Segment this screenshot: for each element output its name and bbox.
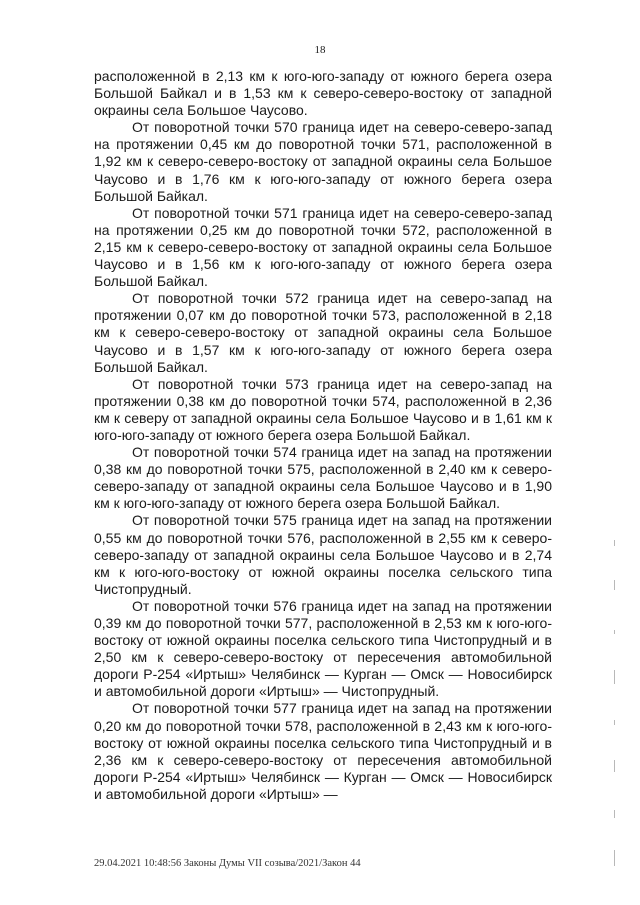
paragraph-2: От поворотной точки 570 граница идет на северо-северо-запад на протяжении 0,45 км до поворотной точки 571, расположенной в 1,92 км к северо-северо-востоку от западной окраины села Большое Чаусово и в 1,76 км к юго-юго-западу от южного берега озера Большой Байкал. (94, 119, 552, 204)
paragraph-6: От поворотной точки 574 граница идет на запад на протяжении 0,38 км до поворотной точки 575, расположенной в 2,40 км к северо-северо-западу от западной окраины села Большое Чаусово и в 1,90 км к юго-юго-западу от южного берега озера Большой Байкал. (94, 444, 552, 512)
margin-scan-marks (611, 520, 619, 900)
document-body (94, 68, 552, 803)
paragraph-3: От поворотной точки 571 граница идет на северо-северо-запад на протяжении 0,25 км до поворотной точки 572, расположенной в 2,15 км к северо-северо-востоку от западной окраины села Большое Чаусово и в 1,56 км к юго-юго-западу от южного берега озера Большой Байкал. (94, 204, 552, 290)
paragraph-4: От поворотной точки 572 граница идет на северо-запад на протяжении 0,07 км до поворотной точки 573, расположенной в 2,18 км к северо-северо-востоку от западной окраины села Большое Чаусово и в 1,57 км к юго-юго-западу от южного берега озера Большой Байкал. (94, 290, 552, 375)
paragraph-8: От поворотной точки 576 граница идет на запад на протяжении 0,39 км до поворотной точки 577, расположенной в 2,53 км к юго-юго-востоку от южной окраины поселка сельского типа Чистопрудный и в 2,50 км к северо-северо-востоку от пересечения автомобильной дороги Р-254 «Иртыш» Челябинск — Курган — Омск — Новосибирск и автомобильной дороги «Иртыш» — Чистопрудный. (94, 597, 552, 700)
footer-stamp: 29.04.2021 10:48:56 Законы Думы VII созыва/2021/Закон 44 (94, 858, 361, 869)
paragraph-1: расположенной в 2,13 км к юго-юго-западу от южного берега озера Большой Байкал и в 1,53 км к северо-северо-востоку от западной окраины села Большое Чаусово. (94, 68, 552, 119)
paragraph-9: От поворотной точки 577 граница идет на запад на протяжении 0,20 км до поворотной точки 578, расположенной в 2,43 км к юго-юго-востоку от южной окраины поселка сельского типа Чистопрудный и в 2,36 км к северо-северо-востоку от пересечения автомобильной дороги Р-254 «Иртыш» Челябинск — Курган — Омск — Новосибирск и автомобильной дороги «Иртыш» — (94, 700, 552, 802)
paragraph-7: От поворотной точки 575 граница идет на запад на протяжении 0,55 км до поворотной точки 576, расположенной в 2,55 км к северо-северо-западу от западной окраины села Большое Чаусово и в 2,74 км к юго-юго-востоку от южной окраины поселка сельского типа Чистопрудный. (94, 512, 552, 597)
paragraph-5: От поворотной точки 573 граница идет на северо-запад на протяжении 0,38 км до поворотной точки 574, расположенной в 2,36 км к северу от западной окраины села Большое Чаусово и в 1,61 км к юго-юго-западу от южного берега озера Большой Байкал. (94, 375, 552, 443)
page-number: 18 (314, 44, 326, 56)
